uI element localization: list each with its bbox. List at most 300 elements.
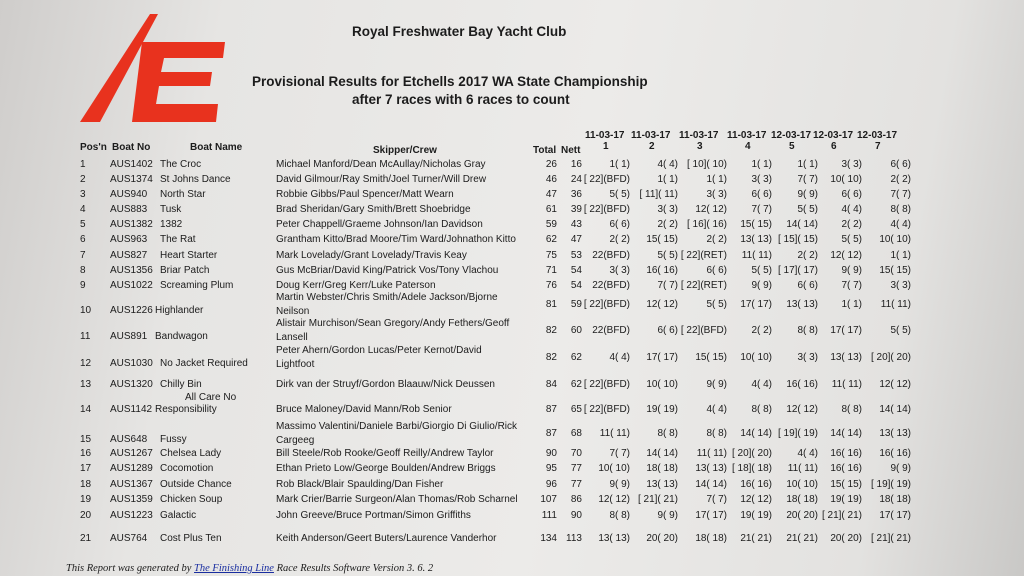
row-crew: Doug Kerr/Greg Kerr/Luke Paterson (276, 280, 436, 291)
row-race-score: 5( 5) (657, 250, 678, 261)
row-nett: 60 (570, 325, 582, 336)
row-race-score: [ 21]( 21) (870, 533, 911, 544)
row-race-score: 12( 12) (598, 494, 630, 505)
row-crew: Keith Anderson/Geert Buters/Laurence Vanderhor (276, 533, 497, 544)
row-crew: Rob Black/Blair Spaulding/Dan Fisher (276, 479, 444, 490)
row-total: 96 (545, 479, 557, 490)
row-nett: 86 (570, 494, 582, 505)
row-boat-name: 1382 (160, 219, 183, 230)
row-race-score: 6( 6) (706, 265, 727, 276)
row-nett: 39 (570, 204, 582, 215)
row-race-score: 6( 6) (657, 325, 678, 336)
row-race-score: 5( 5) (890, 325, 911, 336)
row-boat-name-cont: Responsibility (155, 404, 217, 415)
row-crew: Michael Manford/Dean McAullay/Nicholas Gray (276, 159, 486, 170)
row-race-score: 5( 5) (841, 234, 862, 245)
row-race-score: 5( 5) (797, 204, 818, 215)
row-boat-no: AUS1382 (110, 219, 153, 230)
row-boat-no: AUS963 (110, 234, 148, 245)
row-boat-no: AUS648 (110, 434, 148, 445)
row-race-score: 15( 15) (695, 352, 727, 363)
row-boat-name: Heart Starter (160, 250, 218, 261)
header-boat-name: Boat Name (190, 142, 243, 153)
row-pos: 7 (80, 250, 86, 261)
row-race-score: [ 18]( 18) (731, 463, 772, 474)
row-race-score: 3( 3) (657, 204, 678, 215)
row-crew: Ethan Prieto Low/George Boulden/Andrew Briggs (276, 463, 496, 474)
row-race-score: [ 16]( 16) (686, 219, 727, 230)
row-race-score: 14( 14) (879, 404, 911, 415)
header-race-number: 3 (697, 141, 703, 152)
row-race-score: 14( 14) (646, 448, 678, 459)
row-race-score: 4( 4) (609, 352, 630, 363)
row-crew: Martin Webster/Chris Smith/Adele Jackson/Bjorne (276, 292, 498, 303)
row-race-score: 9( 9) (890, 463, 911, 474)
row-pos: 16 (80, 448, 92, 459)
header-race-date: 12-03-17 (771, 130, 812, 141)
row-nett: 65 (570, 404, 582, 415)
row-race-score: 9( 9) (657, 510, 678, 521)
row-crew-cont: Cargeeg (276, 435, 315, 446)
row-nett: 62 (570, 379, 582, 390)
row-race-score: 1( 1) (797, 159, 818, 170)
row-boat-name: Highlander (155, 305, 204, 316)
row-race-score: [ 22](BFD) (583, 174, 630, 185)
row-pos: 14 (80, 404, 92, 415)
row-race-score: 14( 14) (740, 428, 772, 439)
row-pos: 19 (80, 494, 92, 505)
row-race-score: 7( 7) (890, 189, 911, 200)
row-race-score: 18( 18) (695, 533, 727, 544)
row-race-score: 10( 10) (598, 463, 630, 474)
row-boat-no: AUS1402 (110, 159, 153, 170)
footer-prefix: This Report was generated by (66, 563, 192, 574)
row-boat-name: St Johns Dance (160, 174, 231, 185)
row-boat-name: Chicken Soup (160, 494, 223, 505)
row-race-score: 11( 11) (741, 250, 772, 261)
row-race-score: 20( 20) (646, 533, 678, 544)
row-race-score: 11( 11) (880, 299, 911, 310)
row-crew: Massimo Valentini/Daniele Barbi/Giorgio Di Giulio/Rick (276, 421, 518, 432)
row-race-score: 16( 16) (830, 448, 862, 459)
row-race-score: [ 22](RET) (680, 250, 727, 261)
row-race-score: 10( 10) (786, 479, 818, 490)
row-crew: Peter Ahern/Gordon Lucas/Peter Kernot/David (276, 345, 482, 356)
row-boat-name: Briar Patch (160, 265, 210, 276)
row-race-score: [ 22](BFD) (583, 379, 630, 390)
row-race-score: 14( 14) (786, 219, 818, 230)
header-race-number: 2 (649, 141, 655, 152)
row-race-score: 6( 6) (890, 159, 911, 170)
row-nett: 68 (570, 428, 582, 439)
row-race-score: 13( 13) (786, 299, 818, 310)
row-race-score: [ 11]( 11) (639, 189, 678, 200)
header-race-number: 1 (603, 141, 609, 152)
row-crew: Brad Sheridan/Gary Smith/Brett Shoebridge (276, 204, 471, 215)
row-race-score: 5( 5) (751, 265, 772, 276)
header-race-date: 11-03-17 (679, 130, 719, 141)
row-race-score: 4( 4) (751, 379, 772, 390)
row-race-score: 10( 10) (879, 234, 911, 245)
row-race-score: 8( 8) (797, 325, 818, 336)
row-race-score: 13( 13) (830, 352, 862, 363)
row-nett: 36 (570, 189, 582, 200)
row-race-score: 1( 1) (657, 174, 678, 185)
row-race-score: 1( 1) (609, 159, 630, 170)
footer-suffix: Race Results Software Version 3. 6. 2 (276, 563, 434, 574)
row-boat-no: AUS940 (110, 189, 148, 200)
row-boat-no: AUS891 (110, 331, 148, 342)
row-race-score: 9( 9) (609, 479, 630, 490)
row-race-score: 12( 12) (740, 494, 772, 505)
row-race-score: 11( 11) (599, 428, 630, 439)
row-race-score: 14( 14) (695, 479, 727, 490)
row-crew-cont: Neilson (276, 306, 310, 317)
row-race-score: 6( 6) (797, 280, 818, 291)
row-race-score: 2( 2) (797, 250, 818, 261)
row-race-score: [ 22](BFD) (583, 204, 630, 215)
row-race-score: 18( 18) (646, 463, 678, 474)
row-race-score: 3( 3) (706, 189, 727, 200)
row-boat-name: All Care No (185, 392, 237, 403)
row-boat-no: AUS1226 (110, 305, 153, 316)
row-race-score: 3( 3) (890, 280, 911, 291)
row-race-score: 6( 6) (609, 219, 630, 230)
row-boat-no: AUS1367 (110, 479, 153, 490)
row-boat-name: North Star (160, 189, 206, 200)
row-boat-name: Chelsea Lady (160, 448, 222, 459)
row-crew: Alistair Murchison/Sean Gregory/Andy Fethers/Geoff (276, 318, 510, 329)
row-pos: 1 (80, 159, 86, 170)
row-nett: 53 (570, 250, 582, 261)
header-boat-no: Boat No (112, 142, 151, 153)
row-total: 134 (540, 533, 557, 544)
row-race-score: 15( 15) (830, 479, 862, 490)
header-total: Total (533, 145, 557, 156)
row-race-score: 1( 1) (706, 174, 727, 185)
row-race-score: 2( 2) (751, 325, 772, 336)
row-pos: 17 (80, 463, 92, 474)
row-total: 95 (545, 463, 557, 474)
row-race-score: 1( 1) (751, 159, 772, 170)
header-race-number: 5 (789, 141, 795, 152)
row-race-score: [ 22](BFD) (583, 404, 630, 415)
row-nett: 90 (570, 510, 582, 521)
row-race-score: 2( 2) (657, 219, 678, 230)
row-race-score: 19( 19) (740, 510, 772, 521)
row-race-score: 2( 2) (841, 219, 862, 230)
row-total: 87 (545, 404, 557, 415)
row-race-score: 7( 7) (657, 280, 678, 291)
row-pos: 13 (80, 379, 92, 390)
row-race-score: 9( 9) (706, 379, 727, 390)
row-nett: 54 (570, 265, 582, 276)
row-boat-name: Outside Chance (160, 479, 232, 490)
row-pos: 2 (80, 174, 86, 185)
row-boat-name: No Jacket Required (160, 358, 248, 369)
row-race-score: [ 21]( 21) (637, 494, 678, 505)
row-crew: Dirk van der Struyf/Gordon Blaauw/Nick Deussen (276, 379, 495, 390)
row-race-score: 8( 8) (841, 404, 862, 415)
row-nett: 24 (570, 174, 582, 185)
row-race-score: [ 19]( 19) (870, 479, 911, 490)
row-race-score: [ 22](BFD) (583, 299, 630, 310)
row-pos: 21 (80, 533, 92, 544)
row-race-score: 15( 15) (646, 234, 678, 245)
row-crew: Grantham Kitto/Brad Moore/Tim Ward/Johnathon Kitto (276, 234, 516, 245)
row-race-score: 18( 18) (786, 494, 818, 505)
row-race-score: 8( 8) (657, 428, 678, 439)
row-total: 71 (545, 265, 557, 276)
row-race-score: 3( 3) (751, 174, 772, 185)
row-race-score: 3( 3) (609, 265, 630, 276)
header-race-number: 7 (875, 141, 881, 152)
row-race-score: 4( 4) (890, 219, 911, 230)
row-total: 81 (545, 299, 557, 310)
row-crew: John Greeve/Bruce Portman/Simon Griffiths (276, 510, 471, 521)
row-boat-no: AUS1289 (110, 463, 153, 474)
row-race-score: 22(BFD) (592, 280, 630, 291)
row-crew: Bill Steele/Rob Rooke/Geoff Reilly/Andrew Taylor (276, 448, 494, 459)
row-pos: 15 (80, 434, 92, 445)
row-race-score: [ 20]( 20) (870, 352, 911, 363)
row-race-score: 4( 4) (841, 204, 862, 215)
row-race-score: 4( 4) (797, 448, 818, 459)
row-boat-no: AUS883 (110, 204, 148, 215)
row-race-score: 2( 2) (890, 174, 911, 185)
row-total: 111 (541, 510, 557, 521)
row-race-score: 21( 21) (786, 533, 818, 544)
row-boat-name: Galactic (160, 510, 197, 521)
row-total: 59 (545, 219, 557, 230)
row-race-score: 16( 16) (879, 448, 911, 459)
row-race-score: [ 15]( 15) (777, 234, 818, 245)
row-crew: Robbie Gibbs/Paul Spencer/Matt Wearn (276, 189, 454, 200)
row-race-score: 1( 1) (890, 250, 911, 261)
row-boat-name: Cocomotion (160, 463, 214, 474)
row-pos: 6 (80, 234, 86, 245)
row-race-score: [ 20]( 20) (731, 448, 772, 459)
row-nett: 59 (570, 299, 582, 310)
row-race-score: 12( 12) (646, 299, 678, 310)
row-race-score: [ 17]( 17) (777, 265, 818, 276)
club-name: Royal Freshwater Bay Yacht Club (352, 24, 567, 39)
row-crew-cont: Lansell (276, 332, 308, 343)
header-race-date: 11-03-17 (631, 130, 671, 141)
row-pos: 5 (80, 219, 86, 230)
row-boat-no: AUS1223 (110, 510, 153, 521)
row-race-score: 13( 13) (879, 428, 911, 439)
row-total: 47 (545, 189, 557, 200)
row-pos: 3 (80, 189, 86, 200)
row-pos: 10 (80, 305, 92, 316)
row-boat-name: The Croc (160, 159, 202, 170)
row-boat-name: Screaming Plum (160, 280, 234, 291)
row-race-score: 5( 5) (706, 299, 727, 310)
row-race-score: 17( 17) (830, 325, 862, 336)
row-race-score: 13( 13) (740, 234, 772, 245)
row-race-score: 16( 16) (646, 265, 678, 276)
row-race-score: 7( 7) (706, 494, 727, 505)
row-race-score: 9( 9) (797, 189, 818, 200)
row-nett: 113 (566, 533, 582, 544)
header-race-date: 11-03-17 (585, 130, 625, 141)
row-race-score: 5( 5) (609, 189, 630, 200)
row-boat-name: Chilly Bin (160, 379, 202, 390)
header-race-date: 12-03-17 (857, 130, 898, 141)
row-race-score: 17( 17) (879, 510, 911, 521)
row-race-score: 13( 13) (598, 533, 630, 544)
row-race-score: [ 19]( 19) (777, 428, 818, 439)
row-crew: Peter Chappell/Graeme Johnson/Ian Davidson (276, 219, 483, 230)
row-total: 90 (545, 448, 557, 459)
row-race-score: 9( 9) (751, 280, 772, 291)
row-boat-name: Bandwagon (155, 331, 208, 342)
row-total: 84 (545, 379, 557, 390)
row-boat-no: AUS764 (110, 533, 148, 544)
software-link[interactable]: The Finishing Line (194, 563, 274, 574)
row-nett: 70 (570, 448, 582, 459)
row-race-score: 13( 13) (695, 463, 727, 474)
row-pos: 8 (80, 265, 86, 276)
row-race-score: [ 22](RET) (680, 280, 727, 291)
row-pos: 4 (80, 204, 86, 215)
row-race-score: 12( 12) (786, 404, 818, 415)
row-race-score: 18( 18) (879, 494, 911, 505)
row-race-score: 7( 7) (609, 448, 630, 459)
row-boat-no: AUS1374 (110, 174, 153, 185)
row-race-score: 10( 10) (646, 379, 678, 390)
header-race-number: 6 (831, 141, 837, 152)
row-race-score: 8( 8) (706, 428, 727, 439)
row-total: 75 (545, 250, 557, 261)
row-total: 82 (545, 352, 557, 363)
row-race-score: 4( 4) (706, 404, 727, 415)
row-boat-name: Tusk (160, 204, 182, 215)
row-race-score: 19( 19) (830, 494, 862, 505)
row-pos: 20 (80, 510, 92, 521)
row-race-score: 15( 15) (740, 219, 772, 230)
row-race-score: [ 10]( 10) (686, 159, 727, 170)
row-crew: Bruce Maloney/David Mann/Rob Senior (276, 404, 452, 415)
row-race-score: 21( 21) (740, 533, 772, 544)
report-footer (66, 563, 433, 574)
row-race-score: 10( 10) (740, 352, 772, 363)
row-pos: 11 (80, 331, 91, 342)
row-total: 107 (540, 494, 557, 505)
row-race-score: 16( 16) (786, 379, 818, 390)
row-race-score: 15( 15) (879, 265, 911, 276)
row-race-score: 12( 12) (879, 379, 911, 390)
row-boat-name: Cost Plus Ten (160, 533, 222, 544)
row-race-score: [ 21]( 21) (821, 510, 862, 521)
row-race-score: 1( 1) (841, 299, 862, 310)
row-boat-no: AUS1267 (110, 448, 153, 459)
row-race-score: 6( 6) (751, 189, 772, 200)
row-race-score: 22(BFD) (592, 325, 630, 336)
row-race-score: 3( 3) (797, 352, 818, 363)
row-race-score: 2( 2) (609, 234, 630, 245)
row-race-score: [ 22](BFD) (680, 325, 727, 336)
row-boat-name: Fussy (160, 434, 187, 445)
row-race-score: 11( 11) (787, 463, 818, 474)
row-race-score: 7( 7) (841, 280, 862, 291)
row-race-score: 8( 8) (609, 510, 630, 521)
row-nett: 43 (570, 219, 582, 230)
row-boat-no: AUS1356 (110, 265, 153, 276)
row-race-score: 16( 16) (830, 463, 862, 474)
header-race-date: 11-03-17 (727, 130, 767, 141)
row-nett: 54 (570, 280, 582, 291)
row-total: 26 (545, 159, 557, 170)
row-nett: 16 (570, 159, 582, 170)
row-crew: Mark Lovelady/Grant Lovelady/Travis Keay (276, 250, 467, 261)
row-total: 46 (545, 174, 557, 185)
row-race-score: 8( 8) (751, 404, 772, 415)
row-race-score: 8( 8) (890, 204, 911, 215)
row-boat-no: AUS1359 (110, 494, 153, 505)
row-crew: Mark Crier/Barrie Surgeon/Alan Thomas/Rob Scharnel (276, 494, 518, 505)
row-race-score: 20( 20) (786, 510, 818, 521)
row-race-score: 17( 17) (695, 510, 727, 521)
header-nett: Nett (561, 145, 581, 156)
row-race-score: 4( 4) (657, 159, 678, 170)
row-race-score: 12( 12) (695, 204, 727, 215)
row-race-score: 9( 9) (841, 265, 862, 276)
row-boat-no: AUS827 (110, 250, 148, 261)
row-boat-no: AUS1320 (110, 379, 153, 390)
row-race-score: 7( 7) (751, 204, 772, 215)
row-race-score: 13( 13) (646, 479, 678, 490)
row-race-score: 3( 3) (841, 159, 862, 170)
row-crew: Gus McBriar/David King/Patrick Vos/Tony Vlachou (276, 265, 499, 276)
page-subtitle: after 7 races with 6 races to count (352, 92, 570, 107)
class-logo-icon (80, 14, 225, 129)
row-nett: 62 (570, 352, 582, 363)
row-crew-cont: Lightfoot (276, 359, 315, 370)
row-race-score: 20( 20) (830, 533, 862, 544)
header-pos: Pos'n (80, 142, 107, 153)
header-race-date: 12-03-17 (813, 130, 854, 141)
row-race-score: 17( 17) (646, 352, 678, 363)
row-boat-no: AUS1142 (110, 404, 153, 415)
row-crew: David Gilmour/Ray Smith/Joel Turner/Will Drew (276, 174, 487, 185)
row-race-score: 2( 2) (706, 234, 727, 245)
row-race-score: 10( 10) (830, 174, 862, 185)
row-race-score: 22(BFD) (592, 250, 630, 261)
row-nett: 77 (570, 463, 582, 474)
row-race-score: 16( 16) (740, 479, 772, 490)
row-pos: 18 (80, 479, 92, 490)
row-nett: 77 (570, 479, 582, 490)
row-race-score: 17( 17) (740, 299, 772, 310)
header-race-number: 4 (745, 141, 751, 152)
row-total: 62 (545, 234, 557, 245)
row-total: 82 (545, 325, 557, 336)
row-race-score: 6( 6) (841, 189, 862, 200)
row-pos: 12 (80, 358, 92, 369)
row-pos: 9 (80, 280, 86, 291)
row-race-score: 11( 11) (696, 448, 727, 459)
row-total: 61 (545, 204, 557, 215)
header-crew: Skipper/Crew (373, 145, 437, 156)
row-boat-no: AUS1022 (110, 280, 153, 291)
row-race-score: 14( 14) (830, 428, 862, 439)
row-race-score: 7( 7) (797, 174, 818, 185)
row-total: 87 (545, 428, 557, 439)
page-title: Provisional Results for Etchells 2017 WA State Championship (252, 74, 648, 89)
row-total: 76 (545, 280, 557, 291)
